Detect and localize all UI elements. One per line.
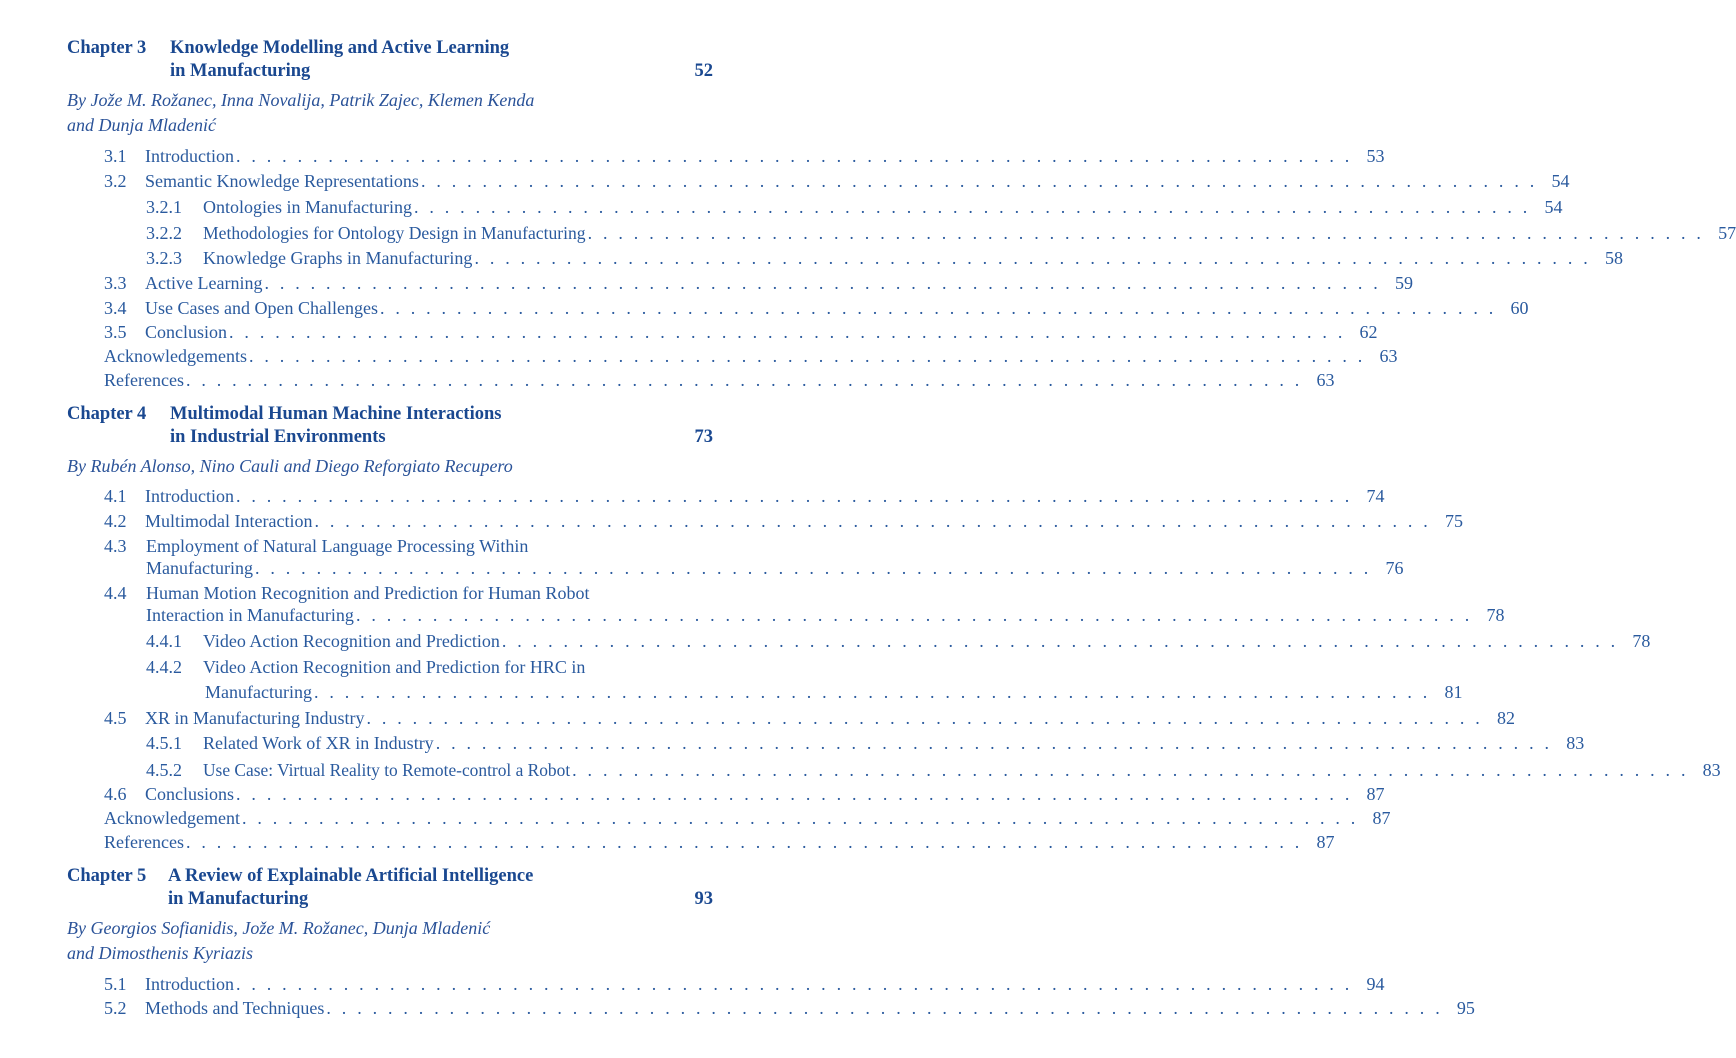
toc-entry-3-4[interactable] [104, 298, 1529, 322]
entry-label: Conclusion [145, 322, 228, 342]
dot-leader: . . . . . . . . . . . . . . . . . . . . . . . . . . . . . . . . . . . . . . . . . . . . . . . . . . . . . . . . . . . . . . . . . . . . . . . . . [435, 733, 1553, 753]
entry-page: 58 [1604, 248, 1623, 268]
entry-page: 74 [1366, 486, 1385, 506]
toc-entry-4-acknowledgement[interactable] [104, 808, 1391, 832]
entry-label: Ontologies in Manufacturing [203, 197, 412, 217]
entry-page: 57 [1718, 223, 1736, 243]
entry-label: Acknowledgements [104, 346, 247, 366]
dot-leader: . . . . . . . . . . . . . . . . . . . . . . . . . . . . . . . . . . . . . . . . . . . . . . . . . . . . . . . . . . . . . . . . . . . . . . . . . [314, 511, 1431, 531]
entry-page: 76 [1385, 558, 1404, 578]
dot-leader: . . . . . . . . . . . . . . . . . . . . . . . . . . . . . . . . . . . . . . . . . . . . . . . . . . . . . . . . . . . . . . . . . . . . . . . . . [366, 708, 1483, 728]
dot-leader: . . . . . . . . . . . . . . . . . . . . . . . . . . . . . . . . . . . . . . . . . . . . . . . . . . . . . . . . . . . . . . . . . . . . . . . . . [229, 322, 1346, 342]
toc-entry-3-acknowledgements[interactable] [104, 346, 1398, 370]
toc-entry-4-4-number: 4.4 [104, 583, 127, 603]
chapter-5-title-line2[interactable]: in Manufacturing [168, 889, 309, 909]
toc-entry-3-2[interactable] [104, 171, 1570, 195]
entry-label: References [104, 832, 184, 852]
toc-entry-5-1[interactable] [104, 974, 1385, 998]
toc-entry-4-1[interactable] [104, 486, 1385, 510]
dot-leader: . . . . . . . . . . . . . . . . . . . . . . . . . . . . . . . . . . . . . . . . . . . . . . . . . . . . . . . . . . . . . . . . . . . . . . . . . [355, 605, 1473, 625]
dot-leader: . . . . . . . . . . . . . . . . . . . . . . . . . . . . . . . . . . . . . . . . . . . . . . . . . . . . . . . . . . . . . . . . . . . . . . . . . [185, 832, 1303, 852]
dot-leader: . . . . . . . . . . . . . . . . . . . . . . . . . . . . . . . . . . . . . . . . . . . . . . . . . . . . . . . . . . . . . . . . . . . . . . . . . [241, 808, 1359, 828]
entry-number: 3.5 [104, 322, 127, 342]
entry-label: Multimodal Interaction [145, 511, 313, 531]
toc-entry-4-4-2-label-line1[interactable]: Video Action Recognition and Prediction for HRC in [203, 657, 586, 677]
toc-entry-4-5-1[interactable] [146, 733, 1585, 757]
toc-entry-4-4[interactable] [146, 605, 1505, 629]
dot-leader: . . . . . . . . . . . . . . . . . . . . . . . . . . . . . . . . . . . . . . . . . . . . . . . . . . . . . . . . . . . . . . . . . . . . . . . . . [254, 558, 1372, 578]
toc-entry-3-1[interactable] [104, 146, 1385, 170]
entry-number: 4.1 [104, 486, 127, 506]
chapter-3-title-line2[interactable]: in Manufacturing [170, 61, 311, 81]
toc-entry-3-2-1[interactable] [146, 197, 1563, 221]
toc-entry-4-5-2[interactable] [146, 760, 1721, 784]
entry-label: Methods and Techniques [145, 998, 325, 1018]
entry-page: 54 [1544, 197, 1563, 217]
entry-page: 94 [1366, 974, 1385, 994]
entry-label: References [104, 370, 184, 390]
chapter-4-title-line1[interactable]: Multimodal Human Machine Interactions [170, 404, 502, 424]
entry-number: 5.2 [104, 998, 127, 1018]
chapter-4-title-line2[interactable]: in Industrial Environments [170, 427, 386, 447]
chapter-3-title-line1[interactable]: Knowledge Modelling and Active Learning [170, 38, 510, 58]
entry-page: 95 [1456, 998, 1475, 1018]
entry-page: 83 [1566, 733, 1585, 753]
entry-label: Conclusions [145, 784, 235, 804]
chapter-3-authors-line1: By Jože M. Rožanec, Inna Novalija, Patrik Zajec, Klemen Kenda [67, 90, 535, 110]
toc-entry-3-3[interactable] [104, 273, 1413, 297]
dot-leader: . . . . . . . . . . . . . . . . . . . . . . . . . . . . . . . . . . . . . . . . . . . . . . . . . . . . . . . . . . . . . . . . . . . . . . . . . [572, 760, 1689, 780]
entry-label: Methodologies for Ontology Design in Manufacturing [203, 223, 586, 243]
entry-number: 4.4.1 [146, 631, 182, 651]
entry-page: 87 [1366, 784, 1385, 804]
entry-page: 59 [1394, 273, 1413, 293]
entry-label: Semantic Knowledge Representations [145, 171, 419, 191]
dot-leader: . . . . . . . . . . . . . . . . . . . . . . . . . . . . . . . . . . . . . . . . . . . . . . . . . . . . . . . . . . . . . . . . . . . . . . . . . [379, 298, 1497, 318]
toc-entry-4-3-number: 4.3 [104, 536, 127, 556]
chapter-5-title-line1[interactable]: A Review of Explainable Artificial Intelligence [168, 866, 534, 886]
entry-number: 3.4 [104, 298, 127, 318]
chapter-4-page: 73 [694, 427, 713, 447]
entry-number: 3.2 [104, 171, 127, 191]
toc-entry-4-4-label-line1[interactable]: Human Motion Recognition and Prediction for Human Robot [146, 583, 590, 603]
entry-number: 3.2.1 [146, 197, 182, 217]
entry-number: 4.5 [104, 708, 127, 728]
dot-leader: . . . . . . . . . . . . . . . . . . . . . . . . . . . . . . . . . . . . . . . . . . . . . . . . . . . . . . . . . . . . . . . . . . . . . . . . . [236, 784, 1353, 804]
entry-number: 3.1 [104, 146, 127, 166]
entry-number: 3.2.2 [146, 223, 182, 243]
chapter-5-page: 93 [694, 889, 713, 909]
dot-leader: . . . . . . . . . . . . . . . . . . . . . . . . . . . . . . . . . . . . . . . . . . . . . . . . . . . . . . . . . . . . . . . . . . . . . . . . . [326, 998, 1443, 1018]
toc-entry-3-2-3[interactable] [146, 248, 1623, 272]
entry-number: 3.2.3 [146, 248, 182, 268]
toc-entry-4-2[interactable] [104, 511, 1463, 535]
entry-number: 4.5.1 [146, 733, 182, 753]
entry-page: 53 [1366, 146, 1385, 166]
toc-entry-5-2[interactable] [104, 998, 1475, 1022]
dot-leader: . . . . . . . . . . . . . . . . . . . . . . . . . . . . . . . . . . . . . . . . . . . . . . . . . . . . . . . . . . . . . . . . . . . . . . . . . [235, 974, 1353, 994]
dot-leader: . . . . . . . . . . . . . . . . . . . . . . . . . . . . . . . . . . . . . . . . . . . . . . . . . . . . . . . . . . . . . . . . . . . . . . . . . [235, 486, 1353, 506]
entry-label: Manufacturing [205, 682, 312, 702]
dot-leader: . . . . . . . . . . . . . . . . . . . . . . . . . . . . . . . . . . . . . . . . . . . . . . . . . . . . . . . . . . . . . . . . . . . . . . . . . [264, 273, 1381, 293]
toc-entry-3-2-2[interactable] [146, 223, 1736, 247]
dot-leader: . . . . . . . . . . . . . . . . . . . . . . . . . . . . . . . . . . . . . . . . . . . . . . . . . . . . . . . . . . . . . . . . . . . . . . . . . [474, 248, 1591, 268]
entry-label: Interaction in Manufacturing [146, 605, 354, 625]
chapter-3-authors-line2: and Dunja Mladenić [67, 115, 216, 135]
dot-leader: . . . . . . . . . . . . . . . . . . . . . . . . . . . . . . . . . . . . . . . . . . . . . . . . . . . . . . . . . . . . . . . . . . . . . . . . . [501, 631, 1619, 651]
chapter-5-authors-line2: and Dimosthenis Kyriazis [67, 943, 254, 963]
entry-page: 63 [1379, 346, 1398, 366]
entry-label: Introduction [145, 974, 234, 994]
toc-entry-4-3[interactable] [146, 558, 1404, 582]
entry-page: 83 [1702, 760, 1721, 780]
entry-number: 4.6 [104, 784, 127, 804]
entry-page: 63 [1316, 370, 1335, 390]
entry-page: 82 [1496, 708, 1515, 728]
entry-label: Active Learning [145, 273, 263, 293]
entry-label: Manufacturing [146, 558, 253, 578]
entry-label: XR in Manufacturing Industry [145, 708, 365, 728]
toc-entry-3-5[interactable] [104, 322, 1378, 346]
entry-label: Introduction [145, 146, 234, 166]
dot-leader: . . . . . . . . . . . . . . . . . . . . . . . . . . . . . . . . . . . . . . . . . . . . . . . . . . . . . . . . . . . . . . . . . . . . . . . . . [313, 682, 1431, 702]
toc-entry-4-references[interactable] [104, 832, 1335, 856]
entry-page: 78 [1486, 605, 1505, 625]
entry-label: Related Work of XR in Industry [203, 733, 434, 753]
entry-label: Introduction [145, 486, 234, 506]
entry-page: 75 [1444, 511, 1463, 531]
entry-number: 3.3 [104, 273, 127, 293]
entry-page: 60 [1510, 298, 1529, 318]
entry-page: 54 [1551, 171, 1570, 191]
dot-leader: . . . . . . . . . . . . . . . . . . . . . . . . . . . . . . . . . . . . . . . . . . . . . . . . . . . . . . . . . . . . . . . . . . . . . . . . . [413, 197, 1531, 217]
dot-leader: . . . . . . . . . . . . . . . . . . . . . . . . . . . . . . . . . . . . . . . . . . . . . . . . . . . . . . . . . . . . . . . . . . . . . . . . . [248, 346, 1366, 366]
chapter-3-page: 52 [694, 61, 713, 81]
entry-number: 4.2 [104, 511, 127, 531]
chapter-5-label: Chapter 5 [67, 866, 147, 886]
toc-entry-4-4-2-number: 4.4.2 [146, 657, 182, 677]
toc-entry-4-4-2[interactable] [205, 682, 1463, 706]
entry-label: Knowledge Graphs in Manufacturing [203, 248, 473, 268]
toc-entry-4-5[interactable] [104, 708, 1515, 732]
dot-leader: . . . . . . . . . . . . . . . . . . . . . . . . . . . . . . . . . . . . . . . . . . . . . . . . . . . . . . . . . . . . . . . . . . . . . . . . . [420, 171, 1538, 191]
chapter-5-authors-line1: By Georgios Sofianidis, Jože M. Rožanec, Dunja Mladenić [67, 918, 491, 938]
chapter-4-authors-line1: By Rubén Alonso, Nino Cauli and Diego Reforgiato Recupero [67, 456, 513, 476]
entry-label: Video Action Recognition and Prediction [203, 631, 500, 651]
toc-entry-3-references[interactable] [104, 370, 1335, 394]
entry-label: Use Cases and Open Challenges [145, 298, 378, 318]
dot-leader: . . . . . . . . . . . . . . . . . . . . . . . . . . . . . . . . . . . . . . . . . . . . . . . . . . . . . . . . . . . . . . . . . . . . . . . . . [235, 146, 1353, 166]
chapter-4-label: Chapter 4 [67, 404, 147, 424]
entry-label: Use Case: Virtual Reality to Remote-control a Robot [203, 760, 571, 780]
dot-leader: . . . . . . . . . . . . . . . . . . . . . . . . . . . . . . . . . . . . . . . . . . . . . . . . . . . . . . . . . . . . . . . . . . . . . . . . . [185, 370, 1303, 390]
entry-page: 78 [1632, 631, 1651, 651]
entry-label: Acknowledgement [104, 808, 240, 828]
toc-entry-4-4-1[interactable] [146, 631, 1651, 655]
entry-page: 87 [1372, 808, 1391, 828]
toc-entry-4-3-label-line1[interactable]: Employment of Natural Language Processing Within [146, 536, 529, 556]
toc-entry-4-6[interactable] [104, 784, 1385, 808]
entry-page: 62 [1359, 322, 1378, 342]
entry-page: 87 [1316, 832, 1335, 852]
dot-leader: . . . . . . . . . . . . . . . . . . . . . . . . . . . . . . . . . . . . . . . . . . . . . . . . . . . . . . . . . . . . . . . . . . . . . . . . . [587, 223, 1705, 243]
entry-page: 81 [1444, 682, 1463, 702]
entry-number: 4.5.2 [146, 760, 182, 780]
entry-number: 5.1 [104, 974, 127, 994]
chapter-3-label: Chapter 3 [67, 38, 147, 58]
